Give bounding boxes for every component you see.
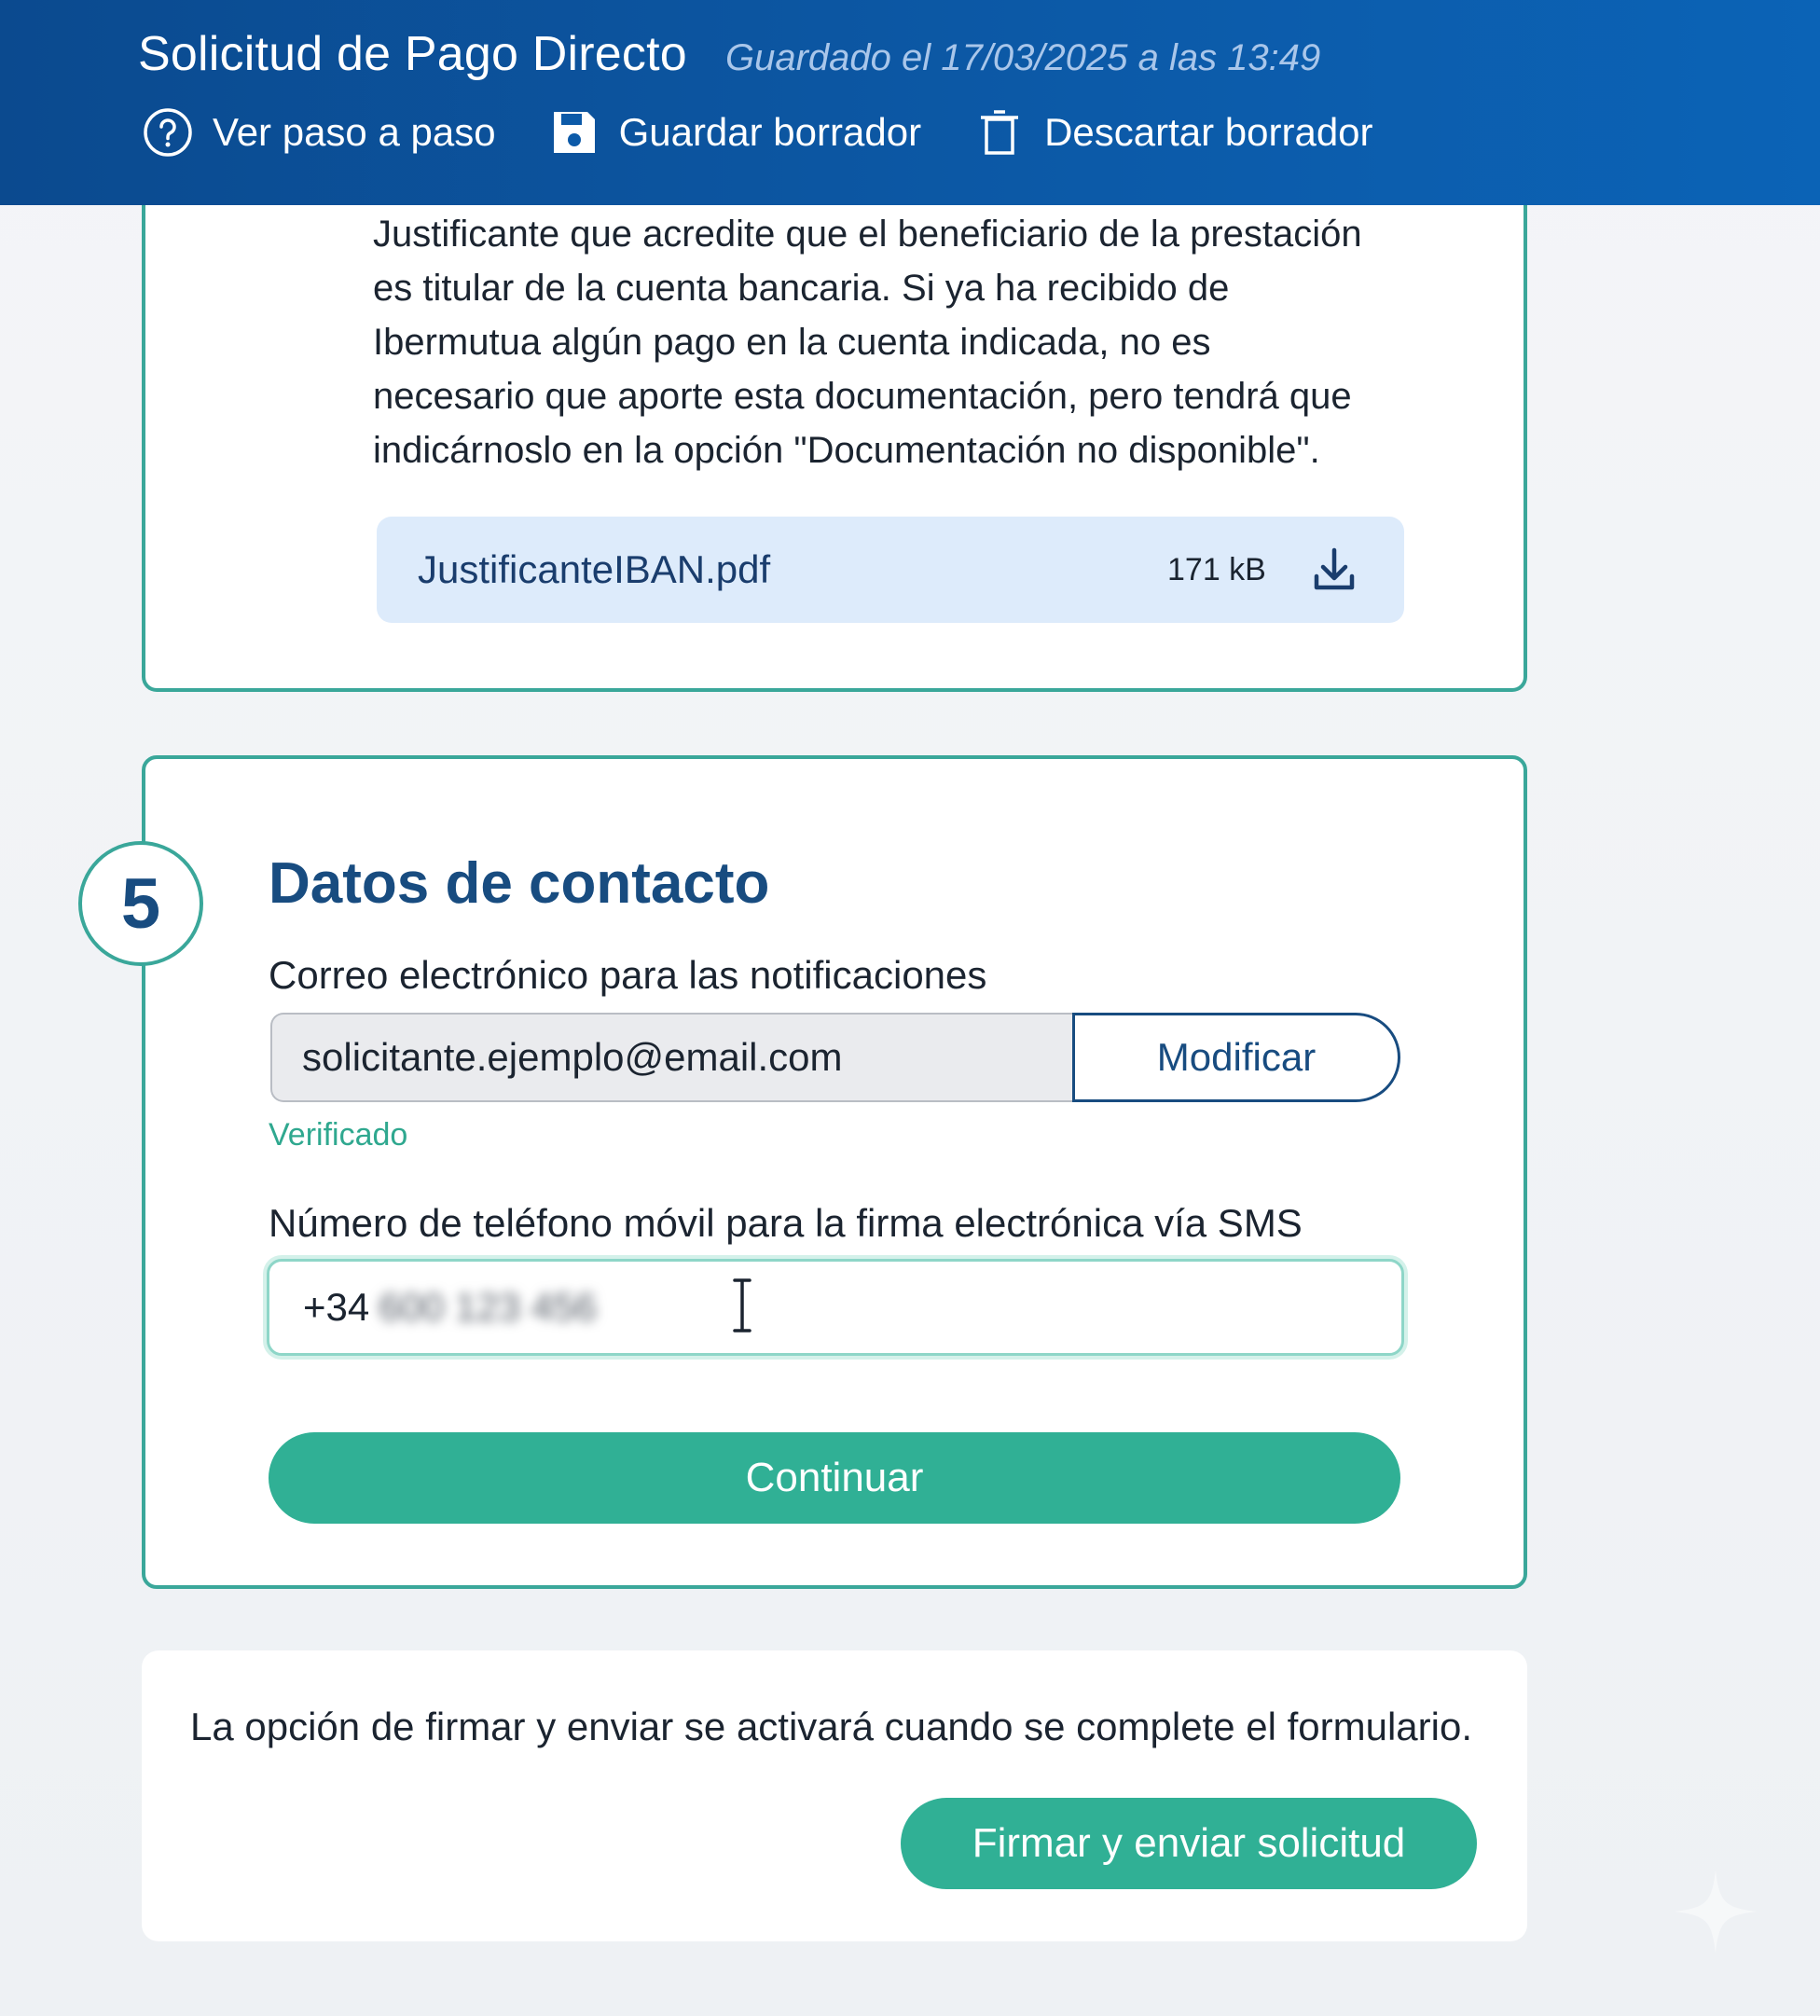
help-circle-icon <box>142 106 194 159</box>
contact-section-title: Datos de contacto <box>269 851 770 916</box>
header-actions <box>142 104 1426 160</box>
sign-and-submit-button[interactable]: Firmar y enviar solicitud <box>901 1798 1477 1889</box>
save-draft-label: Guardar borrador <box>618 110 922 154</box>
email-field[interactable]: solicitante.ejemplo@email.com <box>270 1013 1072 1102</box>
phone-prefix: +34 <box>303 1285 370 1329</box>
email-label: Correo electrónico para las notificaciones <box>269 953 987 997</box>
app-header <box>0 0 1820 205</box>
bank-document-card <box>142 149 1527 692</box>
saved-status: Guardado el 17/03/2025 a las 13:49 <box>725 37 1321 78</box>
step-number-badge: 5 <box>78 841 203 966</box>
attached-file[interactable] <box>377 517 1404 623</box>
phone-label: Número de teléfono móvil para la firma electrónica vía SMS <box>269 1201 1303 1245</box>
step-by-step-button[interactable] <box>142 106 496 159</box>
phone-input[interactable] <box>267 1259 1404 1356</box>
discard-draft-button[interactable] <box>973 106 1372 159</box>
phone-number-blurred: 600 123 456 <box>379 1285 597 1329</box>
modify-email-button[interactable]: Modificar <box>1072 1013 1400 1102</box>
page-title: Solicitud de Pago Directo <box>138 27 687 81</box>
submit-card <box>142 1650 1527 1941</box>
text-cursor-icon <box>727 1277 757 1333</box>
download-icon[interactable] <box>1309 545 1359 595</box>
email-verified-status: Verificado <box>269 1117 408 1153</box>
save-draft-button[interactable] <box>548 106 922 159</box>
file-size: 171 kB <box>1167 551 1266 587</box>
step-by-step-label: Ver paso a paso <box>213 110 496 154</box>
save-icon <box>548 106 600 159</box>
sparkle-icon <box>1669 1865 1762 1958</box>
email-field-group <box>270 1013 1400 1102</box>
file-name: JustificanteIBAN.pdf <box>418 547 771 591</box>
bank-document-description: Justificante que acredite que el beneficiario de la prestación es titular de la cuenta bancaria. Si ya ha recibido de Ibermutua algún pago en la cuenta indicada, no es necesario que aporte esta documentación, pero tendrá que indicárnoslo en la opción "Documentación no disponible". <box>373 214 1362 471</box>
continue-button[interactable]: Continuar <box>269 1432 1400 1524</box>
trash-icon <box>973 106 1026 159</box>
submit-note: La opción de firmar y enviar se activará cuando se complete el formulario. <box>190 1705 1473 1748</box>
discard-draft-label: Descartar borrador <box>1044 110 1373 154</box>
